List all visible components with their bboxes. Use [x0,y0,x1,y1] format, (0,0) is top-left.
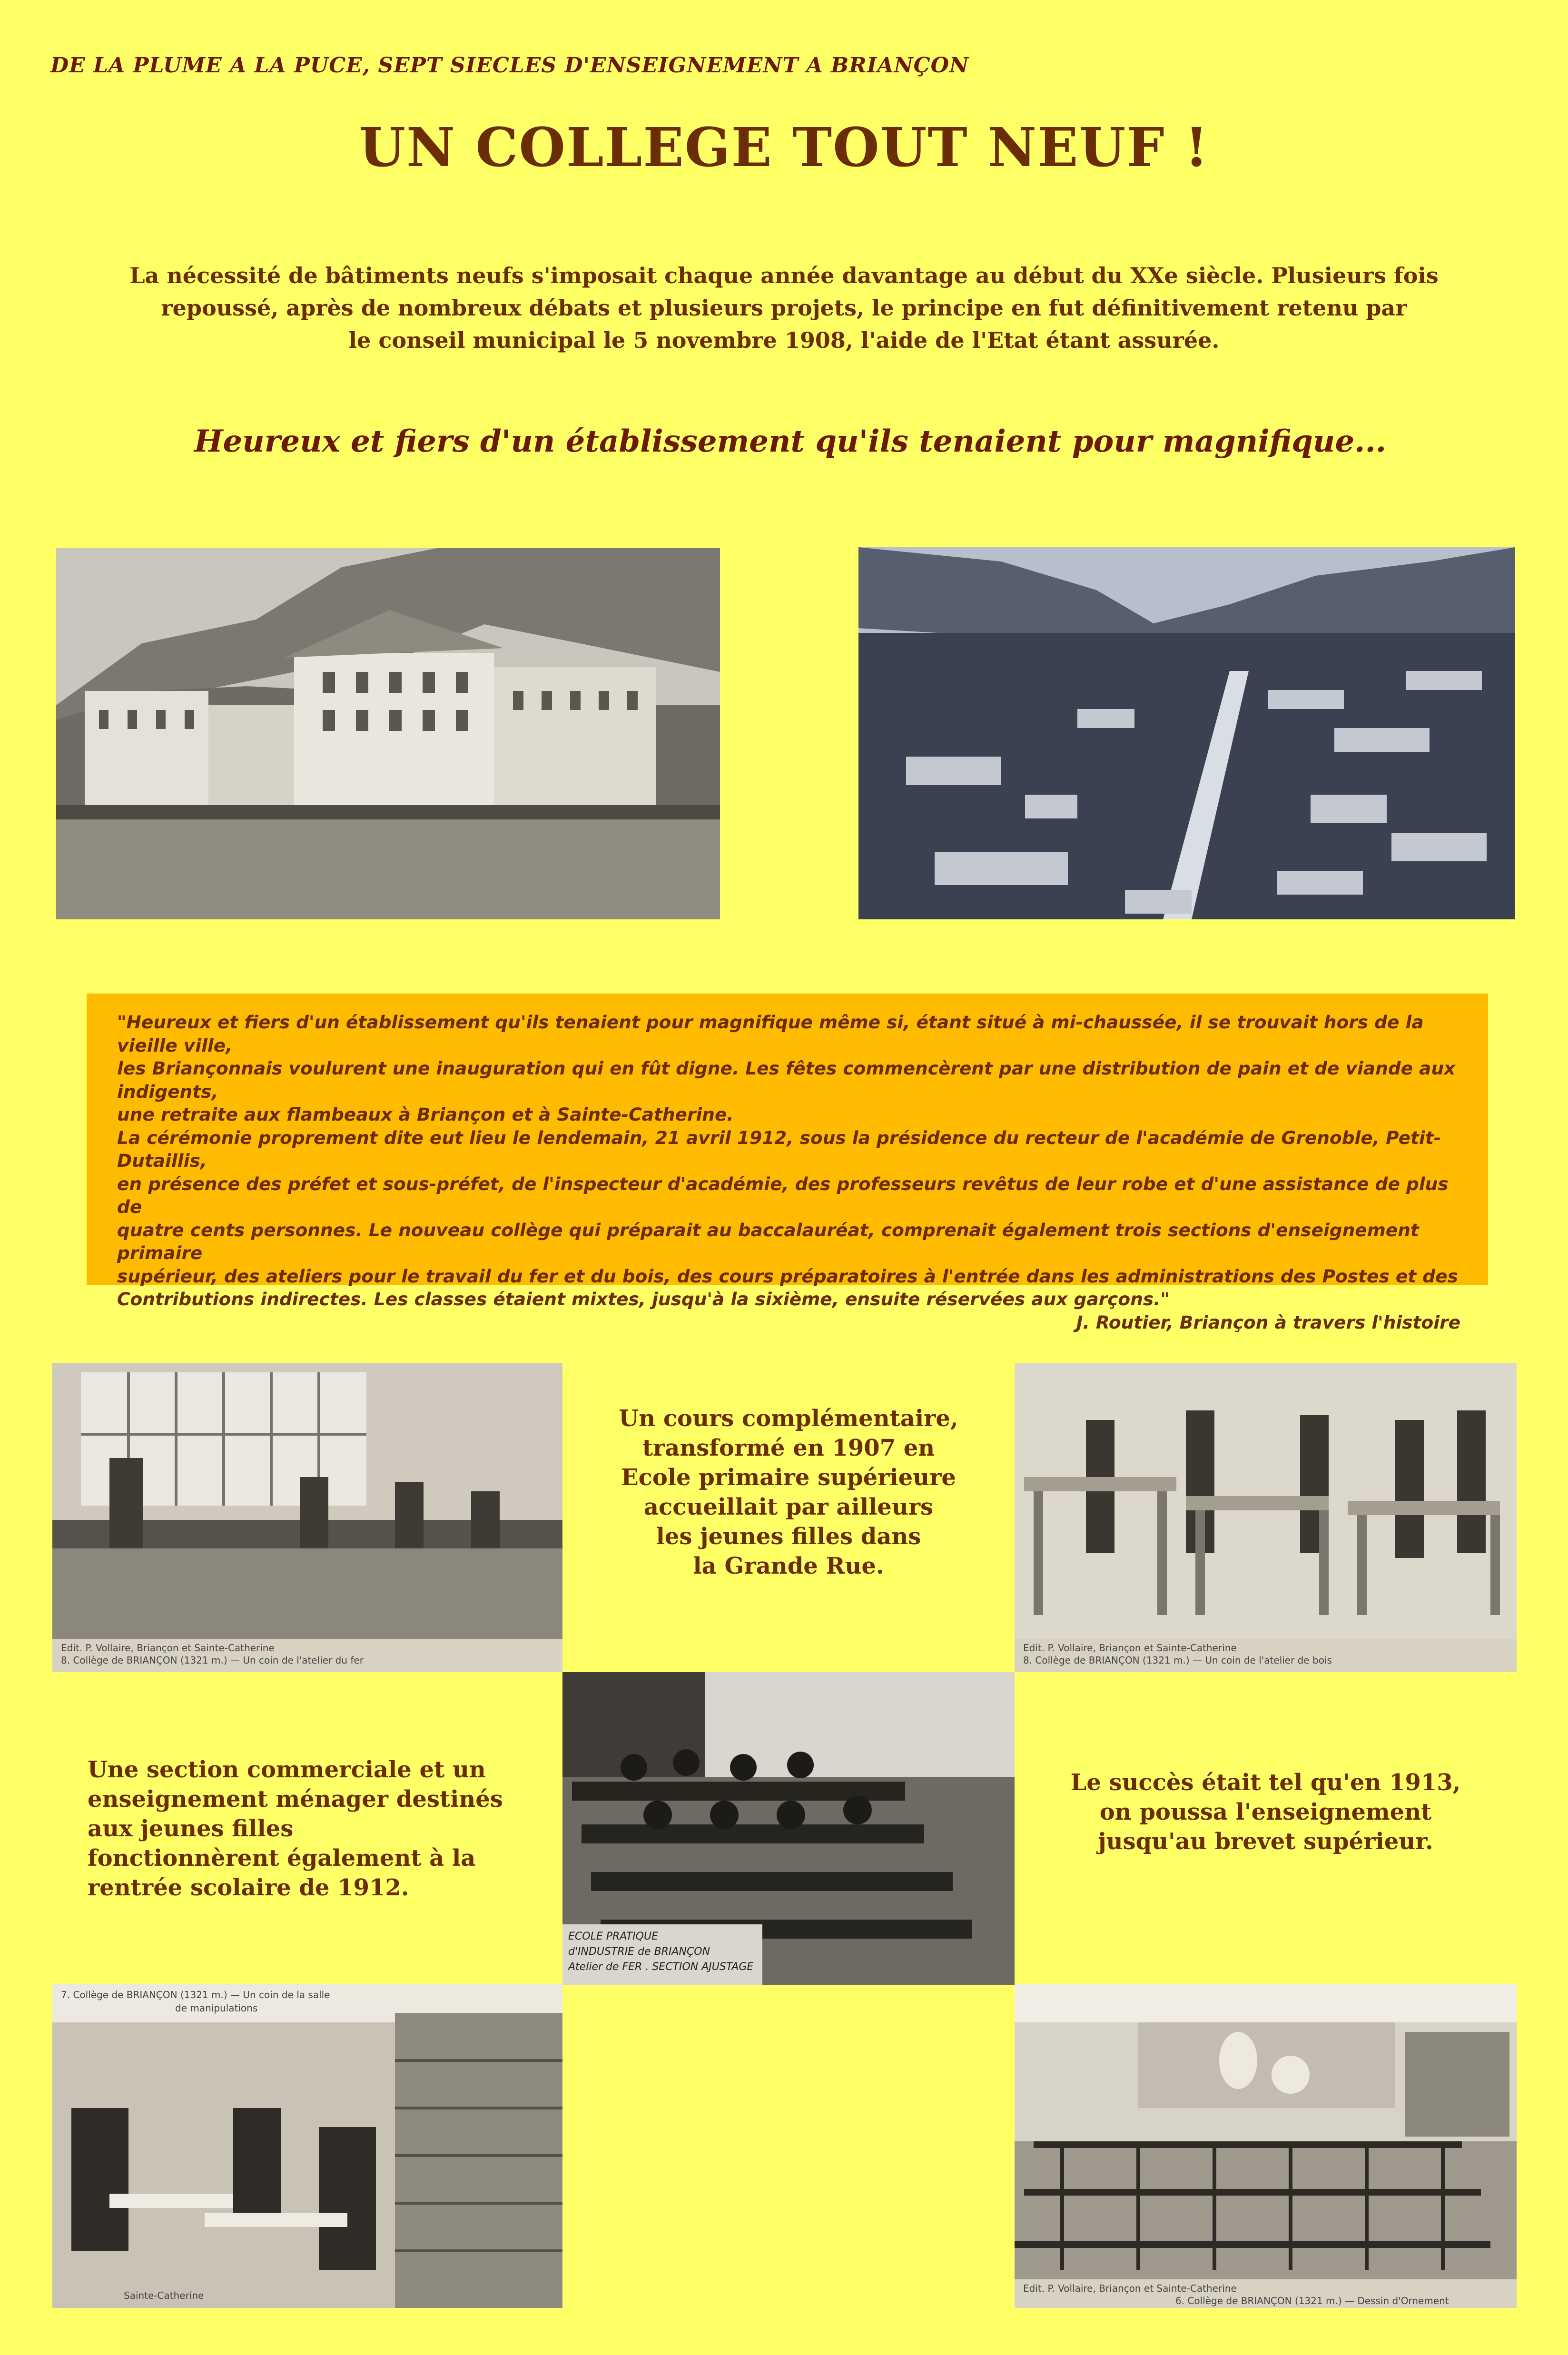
briancon-panorama-photo [858,547,1515,919]
photo-caption: Sainte-Catherine [124,2290,204,2301]
text-line: aux jeunes filles [88,1815,294,1842]
subtitle: Heureux et fiers d'un établissement qu'ils tenaient pour magnifique... [194,424,1386,459]
text-cours-complementaire [562,1404,1015,1581]
photo-caption: d'INDUSTRIE de BRIANÇON [568,1946,710,1958]
text-line: les jeunes filles dans [656,1523,921,1550]
photo-caption: 8. Collège de BRIANÇON (1321 m.) — Un coin de l'atelier du fer [61,1655,364,1666]
photo-caption: 8. Collège de BRIANÇON (1321 m.) — Un coin de l'atelier de bois [1023,1655,1332,1666]
quote-line: quatre cents personnes. Le nouveau collège qui préparait au baccalauréat, comprenait également trois sections d'enseignement primaire [117,1219,1419,1263]
intro-paragraph [71,259,1497,356]
intro-line: le conseil municipal le 5 novembre 1908, l'aide de l'Etat étant assurée. [348,327,1220,353]
quote-line: les Briançonnais voulurent une inauguration qui en fût digne. Les fêtes commencèrent par une distribution de pain et de viande aux indigents, [117,1058,1456,1102]
quote-box [87,994,1488,1333]
quote-attribution: J. Routier, Briançon à travers l'histoire [1076,1311,1460,1333]
photo-caption: de manipulations [175,2002,258,2014]
photo-caption: 7. Collège de BRIANÇON (1321 m.) — Un coin de la salle [61,1989,330,2000]
text-line: jusqu'au brevet supérieur. [1098,1828,1433,1855]
photo-caption: Edit. P. Vollaire, Briançon et Sainte-Catherine [1023,2283,1237,2294]
photo-caption: 6. Collège de BRIANÇON (1321 m.) — Dessin d'Ornement [1175,2295,1449,2306]
text-line: rentrée scolaire de 1912. [88,1874,409,1901]
page-title: UN COLLEGE TOUT NEUF ! [359,117,1209,179]
manip-caption [52,1984,395,2019]
text-line: accueillait par ailleurs [643,1494,934,1520]
text-line: on poussa l'enseignement [1099,1799,1432,1825]
atelier-bois-photo [1015,1363,1517,1672]
text-line: la Grande Rue. [693,1553,884,1579]
quote-line: La cérémonie proprement dite eut lieu le lendemain, 21 avril 1912, sous la présidence du recteur de l'académie de Grenoble, Petit-Dutaillis, [117,1127,1441,1171]
dessin-ornement-photo [1015,1984,1517,2308]
salle-manipulations-photo [52,1984,562,2308]
photo-caption: Atelier de FER . SECTION AJUSTAGE [568,1961,754,1973]
quote-line: supérieur, des ateliers pour le travail du fer et du bois, des cours préparatoires à l'entrée dans les administrations des Postes et des [117,1265,1458,1287]
text-section-commerciale [88,1755,516,1902]
quote-line: une retraite aux flambeaux à Briançon et à Sainte-Catherine. [117,1104,734,1125]
section-ajustage-photo [562,1672,1015,1985]
text-line: transformé en 1907 en [642,1435,935,1461]
photo-caption: Edit. P. Vollaire, Briançon et Sainte-Catherine [61,1642,275,1654]
photo-caption: ECOLE PRATIQUE [568,1931,658,1942]
intro-line: repoussé, après de nombreux débats et plusieurs projets, le principe en fut définitivement retenu par [161,295,1407,321]
photo-caption: Edit. P. Vollaire, Briançon et Sainte-Catherine [1023,1642,1237,1654]
college-building-photo [56,548,720,919]
ajustage-caption [568,1929,768,1975]
text-line: enseignement ménager destinés [88,1786,503,1813]
text-line: fonctionnèrent également à la [88,1845,476,1872]
text-line: Une section commerciale et un [88,1756,486,1783]
quote-line: Contributions indirectes. Les classes étaient mixtes, jusqu'à la sixième, ensuite réservées aux garçons." [117,1289,1170,1310]
quote-line: en présence des préfet et sous-préfet, de l'inspecteur d'académie, des professeurs revêtus de leur robe et d'une assistance de plus de [117,1173,1449,1217]
intro-line: La nécessité de bâtiments neufs s'imposait chaque année davantage au début du XXe siècle. Plusieurs fois [129,263,1439,288]
atelier-fer-photo [52,1363,562,1672]
text-line: Ecole primaire supérieure [621,1464,956,1491]
text-line: Le succès était tel qu'en 1913, [1070,1769,1461,1796]
text-succes [1015,1768,1517,1856]
quote-line: "Heureux et fiers d'un établissement qu'ils tenaient pour magnifique même si, étant situé à mi-chaussée, il se trouvait hors de la vieille ville, [117,1012,1424,1056]
text-line: Un cours complémentaire, [619,1405,958,1432]
header-tag: DE LA PLUME A LA PUCE, SEPT SIECLES D'ENSEIGNEMENT A BRIANÇON [50,53,969,78]
